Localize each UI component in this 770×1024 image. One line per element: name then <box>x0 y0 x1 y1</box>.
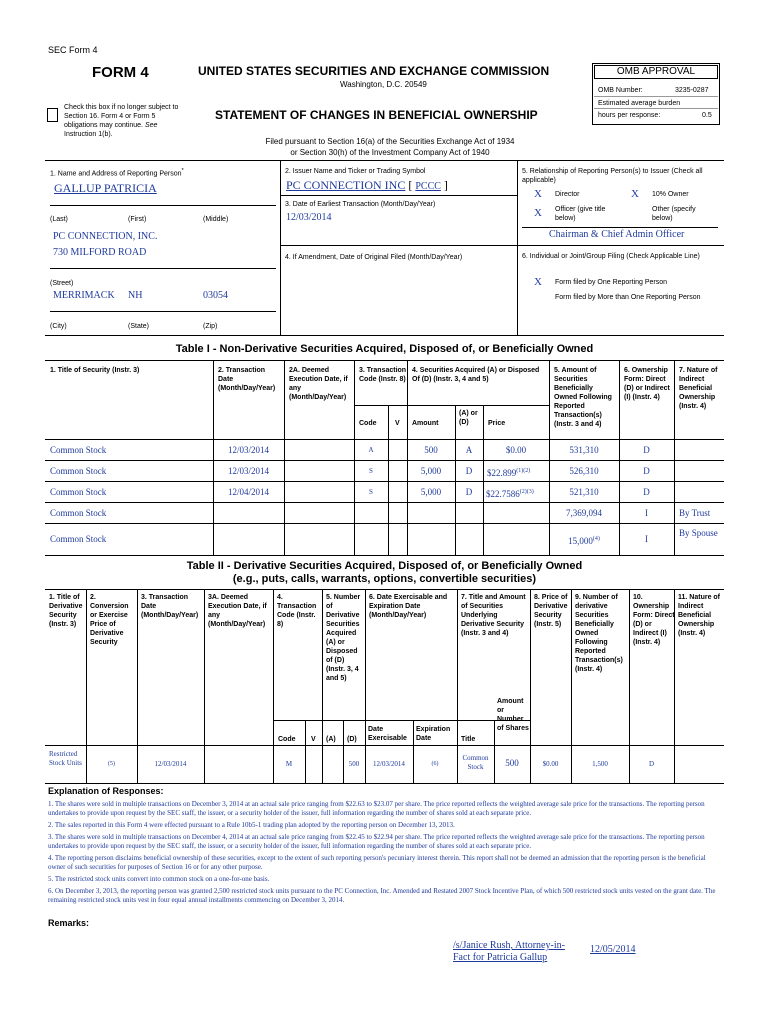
t1-amount-header: Amount <box>412 420 439 427</box>
director-check[interactable]: X <box>534 188 542 200</box>
row2-price: $\$22.899^{(1)(2)}$ <box>487 468 531 478</box>
address-line-1: PC CONNECTION, INC. <box>53 231 158 242</box>
explanation-title: Explanation of Responses: <box>48 786 164 796</box>
row1-price: $0.00 <box>505 445 527 455</box>
t2-row-d: 500 <box>348 760 360 768</box>
officer-title: Chairman & Chief Admin Officer <box>549 229 685 240</box>
t2-row-conv: (5) <box>108 761 115 767</box>
t2-row-exercisable: 12/03/2014 <box>373 760 405 768</box>
t2-h1: 1. Title of Derivative Security (Instr. 3) <box>49 594 83 628</box>
note-2: 2. The sales reported in this Form 4 were effected pursuant to a Rule 10b5-1 trading plan adopted by the reporting person on December 13, 2013. <box>48 821 455 829</box>
note-4: 4. The reporting person disclaims beneficial ownership of these securities, except to the extent of such reporting person's pecuniary interest therein. This report shall not be deemed an admission that the reporting person is the beneficial owner of such securities for purposes of Section 16 or for any other purpose. <box>48 854 706 871</box>
row3-form: D <box>643 487 650 497</box>
box3-label: 3. Date of Earliest Transaction (Month/Day/Year) <box>285 201 436 208</box>
agency-title: UNITED STATES SECURITIES AND EXCHANGE COMMISSION <box>198 64 550 78</box>
t2-row-code: M <box>285 760 293 768</box>
omb-hours-label: hours per response: <box>598 112 661 119</box>
box6-label: 6. Individual or Joint/Group Filing (Check Applicable Line) <box>522 253 700 260</box>
no-longer-subject-checkbox[interactable] <box>47 108 58 122</box>
city-label: (City) <box>50 323 67 330</box>
zip-value: 03054 <box>203 290 228 301</box>
row1-code: A <box>368 446 374 454</box>
row2-code: S <box>369 467 373 475</box>
form-number: FORM 4 <box>92 64 149 81</box>
director-label: Director <box>555 191 580 198</box>
row4-title: Common Stock <box>50 508 107 518</box>
signature-date: 12/05/2014 <box>590 944 636 955</box>
t2-h9: 9. Number of derivative Securities Beneficially Owned Following Reported Transaction(s) (Instr. 4) <box>575 594 623 673</box>
explanation-notes <box>48 800 724 905</box>
t1-aord-header: (A) or (D) <box>459 410 478 426</box>
t2-h11: 11. Nature of Indirect Beneficial Ownership (Instr. 4) <box>678 594 721 637</box>
t1-h2a: 2A. Deemed Execution Date, if any (Month/Day/Year) <box>289 367 348 401</box>
agency-location: Washington, D.C. 20549 <box>340 80 427 89</box>
row3-owned: 521,310 <box>569 487 599 497</box>
row5-owned: 15,000$^{(4)}$ <box>568 536 600 546</box>
t2-row-title: Restricted Stock Units <box>49 750 82 767</box>
last-label: (Last) <box>50 216 68 223</box>
filed-line-1: Filed pursuant to Section 16(a) of the Securities Exchange Act of 1934 <box>265 137 515 146</box>
row3-code: S <box>369 488 373 496</box>
state-value: NH <box>128 290 143 301</box>
one-person-check[interactable]: X <box>534 276 542 288</box>
t2-row-date: 12/03/2014 <box>154 760 187 768</box>
omb-hours-value: 0.5 <box>702 112 712 119</box>
t2-code-header: Code <box>278 736 296 743</box>
row4-form: I <box>645 508 648 518</box>
t2-row-price: $0.00 <box>542 760 559 768</box>
t2-h7: 7. Title and Amount of Securities Underlying Derivative Security (Instr. 3 and 4) <box>461 594 526 637</box>
t2-v-header: V <box>311 736 316 743</box>
row3-ad: D <box>465 487 473 497</box>
t1-h6: 6. Ownership Form: Direct (D) or Indirect (I) (Instr. 4) <box>624 367 670 401</box>
t1-code-header: Code <box>359 420 377 427</box>
row5-nature: By Spouse <box>679 528 718 538</box>
t2-exercisable-header: Date Exercisable <box>368 726 407 742</box>
t1-v-header: V <box>395 420 400 427</box>
note-3: 3. The shares were sold in multiple transactions on December 4, 2014 at an actual sale price ranging from $22.45 to $22.94 per share. The price reported reflects the weighted average sale price for the transactions. The reporting person undertakes to provide upon request by the SEC staff, the issuer, or a security holder of the issuer, full information regarding the number of shares sold at each separate price. <box>48 833 705 850</box>
t2-amount-header: Amount or Number of Shares <box>497 698 529 732</box>
t1-h2: 2. Transaction Date (Month/Day/Year) <box>218 367 276 392</box>
row2-title: Common Stock <box>50 466 107 476</box>
issuer-name-ticker[interactable]: PC CONNECTION INC [ PCCC ] <box>286 178 448 192</box>
t2-row-owned: 1,500 <box>592 760 608 768</box>
address-line-2: 730 MILFORD ROAD <box>53 247 147 258</box>
reporting-person-name[interactable]: GALLUP PATRICIA <box>54 181 157 195</box>
t2-h3: 3. Transaction Date (Month/Day/Year) <box>141 594 199 619</box>
omb-burden-label: Estimated average burden <box>598 100 681 107</box>
row5-form: I <box>645 534 648 544</box>
table2-title-1: Table II - Derivative Securities Acquired, Disposed of, or Beneficially Owned <box>186 560 583 572</box>
ten-percent-owner-label: 10% Owner <box>652 191 689 198</box>
box4-label: 4. If Amendment, Date of Original Filed (Month/Day/Year) <box>285 254 463 261</box>
row2-owned: 526,310 <box>569 466 599 476</box>
t1-h3: 3. Transaction Code (Instr. 8) <box>359 367 407 383</box>
t1-h7: 7. Nature of Indirect Beneficial Ownership (Instr. 4) <box>679 367 718 410</box>
earliest-transaction-date: 12/03/2014 <box>286 212 332 223</box>
sec-form-label: SEC Form 4 <box>48 45 98 55</box>
remarks-label: Remarks: <box>48 918 90 928</box>
signature-name: /s/Janice Rush, Attorney-in-Fact for Patricia Gallup <box>453 940 565 963</box>
row4-owned: 7,369,094 <box>566 508 602 518</box>
first-label: (First) <box>128 216 147 223</box>
t2-a-header: (A) <box>326 736 336 743</box>
box5-label: 5. Relationship of Reporting Person(s) to Issuer (Check all applicable) <box>522 168 703 184</box>
officer-check[interactable]: X <box>534 207 542 219</box>
t2-h3a: 3A. Deemed Execution Date, if any (Month/Day/Year) <box>208 594 267 628</box>
row1-form: D <box>643 445 650 455</box>
row3-title: Common Stock <box>50 487 107 497</box>
t2-row-under-title: Common Stock <box>462 754 489 771</box>
t2-h8: 8. Price of Derivative Security (Instr. 5) <box>534 594 568 628</box>
state-label: (State) <box>128 323 150 330</box>
ten-percent-owner-check[interactable]: X <box>631 188 639 200</box>
box2-label: 2. Issuer Name and Ticker or Trading Symbol <box>285 168 426 175</box>
checkbox-text: Check this box if no longer subject to Section 16. Form 4 or Form 5 obligations may continue. See Instruction 1(b). <box>64 104 179 138</box>
omb-number-label: OMB Number: <box>598 87 643 94</box>
row1-ad: A <box>465 445 473 455</box>
street-label: (Street) <box>50 280 74 287</box>
t2-d-header: (D) <box>347 736 357 743</box>
t1-price-header: Price <box>488 420 506 427</box>
statement-title: STATEMENT OF CHANGES IN BENEFICIAL OWNERSHIP <box>215 108 538 122</box>
t2-h6: 6. Date Exercisable and Expiration Date (Month/Day/Year) <box>369 594 448 619</box>
zip-label: (Zip) <box>203 323 218 330</box>
filed-line-2: or Section 30(h) of the Investment Company Act of 1940 <box>290 148 490 157</box>
note-5: 5. The restricted stock units convert into common stock on a one-for-one basis. <box>48 875 270 883</box>
row1-date: 12/03/2014 <box>227 445 269 455</box>
row2-amount: 5,000 <box>420 466 442 476</box>
t2-title-header: Title <box>461 736 476 743</box>
other-label: Other (specify below) <box>652 206 696 222</box>
row1-title: Common Stock <box>50 445 107 455</box>
row3-amount: 5,000 <box>420 487 442 497</box>
table1-title: Table I - Non-Derivative Securities Acquired, Disposed of, or Beneficially Owned <box>175 343 594 355</box>
row2-date: 12/03/2014 <box>227 466 269 476</box>
note-1: 1. The shares were sold in multiple transactions on December 3, 2014 at an actual sale price ranging from $22.63 to $23.07 per share. The price reported reflects the weighted average sale price for the transactions. The reporting person undertakes to provide upon request by the SEC staff, the issuer, or a security holder of the issuer, full information regarding the number of shares sold at each separate price. <box>48 800 705 817</box>
row3-date: 12/04/2014 <box>227 487 269 497</box>
t1-h5: 5. Amount of Securities Beneficially Owned Following Reported Transaction(s) (Instr. 3 and 4) <box>554 367 612 428</box>
row1-owned: 531,310 <box>569 445 599 455</box>
officer-label: Officer (give title below) <box>555 206 606 222</box>
t2-h5: 5. Number of Derivative Securities Acquired (A) or Disposed of (D) (Instr. 3, 4 and 5) <box>326 594 361 682</box>
t2-row-under-amount: 500 <box>505 758 519 768</box>
row5-title: Common Stock <box>50 534 107 544</box>
row4-nature: By Trust <box>679 508 711 518</box>
t2-h10: 10. Ownership Form: Direct (D) or Indirect (I) (Instr. 4) <box>633 594 675 646</box>
row1-amount: 500 <box>424 445 438 455</box>
box1-label: 1. Name and Address of Reporting Person* <box>50 168 184 178</box>
t2-expiration-header: Expiration Date <box>416 726 451 742</box>
t2-h4: 4. Transaction Code (Instr. 8) <box>277 594 317 628</box>
row2-form: D <box>643 466 650 476</box>
note-6: 6. On December 3, 2013, the reporting person was granted 2,500 restricted stock units pursuant to the PC Connection, Inc. Amended and Restated 2007 Stock Incentive Plan, of which 500 restricted stock units vested on the grant date. The remaining restricted stock units vest in four equal annual installments commencing on December 3, 2014. <box>48 887 716 904</box>
t2-row-form: D <box>648 760 655 768</box>
omb-title: OMB APPROVAL <box>594 65 718 79</box>
row2-ad: D <box>465 466 473 476</box>
one-person-label: Form filed by One Reporting Person <box>555 279 668 286</box>
row3-price: $\$22.7586^{(2)(3)}$ <box>486 489 534 499</box>
more-person-label: Form filed by More than One Reporting Person <box>555 294 701 301</box>
city-value: MERRIMACK <box>53 290 115 301</box>
t1-h4: 4. Securities Acquired (A) or Disposed Of (D) (Instr. 3, 4 and 5) <box>412 367 540 383</box>
t2-h2: 2. Conversion or Exercise Price of Derivative Security <box>90 594 129 646</box>
omb-number-value: 3235-0287 <box>675 87 709 94</box>
middle-label: (Middle) <box>203 216 229 223</box>
t1-h1: 1. Title of Security (Instr. 3) <box>50 367 140 374</box>
table2-title-2: (e.g., puts, calls, warrants, options, convertible securities) <box>232 573 537 585</box>
t2-row-expiration: (6) <box>431 761 439 767</box>
